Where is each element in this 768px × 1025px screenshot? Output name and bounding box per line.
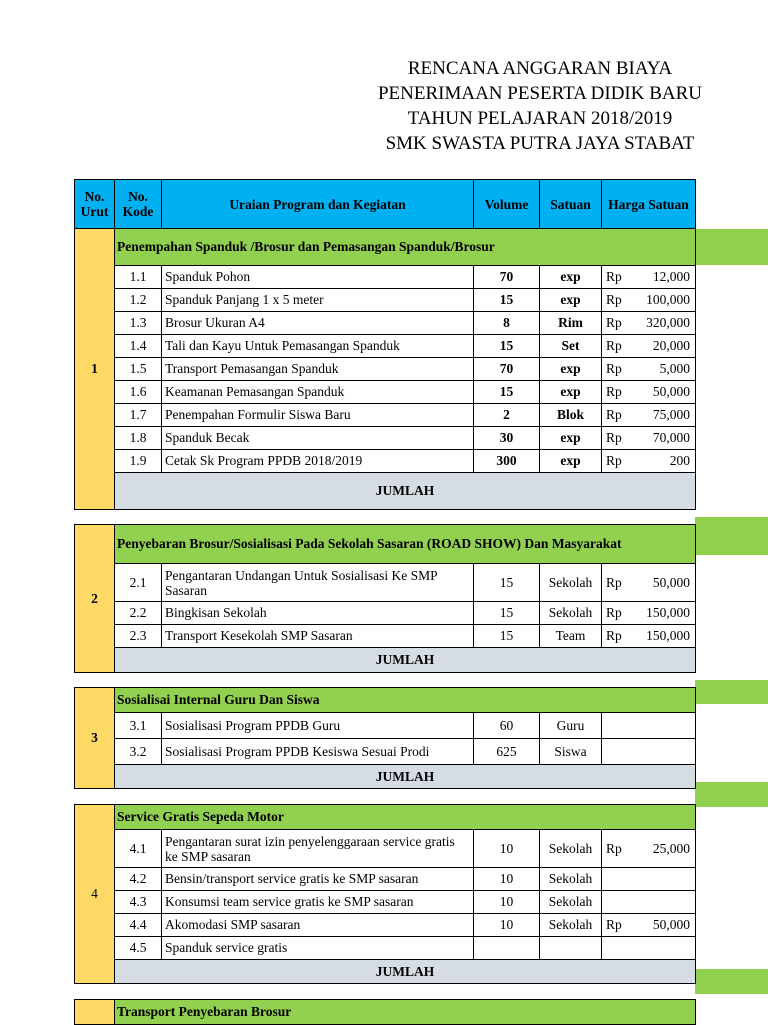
item-row — [75, 335, 696, 358]
jumlah-label: JUMLAH — [115, 648, 696, 673]
jumlah-label: JUMLAH — [115, 473, 696, 510]
price-value: 50,000 — [652, 384, 690, 399]
price-value: 50,000 — [652, 917, 690, 932]
price-value: 75,000 — [652, 407, 690, 422]
title-line-2: PENERIMAAN PESERTA DIDIK BARU — [377, 83, 703, 104]
item-volume: 15 — [474, 381, 540, 404]
item-volume: 10 — [474, 868, 540, 891]
price-value: 70,000 — [652, 430, 690, 445]
group-title: Transport Penyebaran Brosur — [115, 1000, 696, 1025]
item-description: Transport Kesekolah SMP Sasaran — [162, 625, 474, 648]
item-unit: exp — [540, 289, 602, 312]
item-unit: Team — [540, 625, 602, 648]
currency-label: Rp — [606, 574, 622, 590]
item-volume: 30 — [474, 427, 540, 450]
item-description: Konsumsi team service gratis ke SMP sasaran — [162, 891, 474, 914]
item-price — [602, 937, 696, 960]
item-description: Akomodasi SMP sasaran — [162, 914, 474, 937]
item-code: 1.2 — [115, 289, 162, 312]
item-code: 4.4 — [115, 914, 162, 937]
item-row — [75, 564, 696, 602]
item-unit: Sekolah — [540, 830, 602, 868]
title-line-1: RENCANA ANGGARAN BIAYA — [407, 58, 673, 79]
item-unit: Sekolah — [540, 602, 602, 625]
item-price — [602, 602, 696, 625]
price-value: 200 — [669, 453, 690, 468]
group-number — [75, 1000, 115, 1025]
budget-table — [74, 179, 696, 1025]
currency-label: Rp — [606, 338, 622, 353]
price-value: 100,000 — [646, 292, 690, 307]
group-4-title-extension — [695, 782, 768, 807]
item-price — [602, 289, 696, 312]
spacer-row — [75, 789, 696, 805]
item-price — [602, 868, 696, 891]
col-header-uraian: Uraian Program dan Kegiatan — [162, 180, 474, 229]
jumlah-row — [75, 648, 696, 673]
item-description: Spanduk service gratis — [162, 937, 474, 960]
item-volume: 8 — [474, 312, 540, 335]
item-row — [75, 830, 696, 868]
price-value: 150,000 — [646, 628, 690, 643]
group-title: Penyebaran Brosur/Sosialisasi Pada Sekolah Sasaran (ROAD SHOW) Dan Masyarakat — [115, 525, 696, 564]
col-header-harga-satuan: Harga Satuan — [602, 180, 696, 229]
col-header-no-urut: No. Urut — [75, 180, 115, 229]
item-price — [602, 914, 696, 937]
price-value: 320,000 — [646, 315, 690, 330]
item-unit: exp — [540, 381, 602, 404]
item-code: 1.3 — [115, 312, 162, 335]
table-body — [75, 229, 696, 1025]
group-title: Sosialisai Internal Guru Dan Siswa — [115, 688, 696, 713]
item-price — [602, 358, 696, 381]
jumlah-row — [75, 473, 696, 510]
item-code: 1.7 — [115, 404, 162, 427]
spacer-row — [75, 673, 696, 688]
item-unit: exp — [540, 266, 602, 289]
item-price — [602, 891, 696, 914]
currency-label: Rp — [606, 292, 622, 307]
item-row — [75, 358, 696, 381]
jumlah-label: JUMLAH — [115, 960, 696, 984]
item-volume: 70 — [474, 358, 540, 381]
item-volume: 10 — [474, 891, 540, 914]
item-row — [75, 625, 696, 648]
item-price — [602, 739, 696, 765]
item-code: 2.2 — [115, 602, 162, 625]
item-description: Sosialisasi Program PPDB Guru — [162, 713, 474, 739]
group-1-title-extension — [695, 229, 768, 265]
item-row — [75, 427, 696, 450]
spacer-cell — [75, 789, 696, 805]
item-volume: 15 — [474, 602, 540, 625]
currency-label: Rp — [606, 605, 622, 620]
group-title-row — [75, 1000, 696, 1025]
spacer-cell — [75, 673, 696, 688]
item-description: Spanduk Becak — [162, 427, 474, 450]
item-code: 1.5 — [115, 358, 162, 381]
item-description: Spanduk Panjang 1 x 5 meter — [162, 289, 474, 312]
item-row — [75, 266, 696, 289]
item-code: 3.2 — [115, 739, 162, 765]
currency-label: Rp — [606, 384, 622, 399]
group-number: 2 — [75, 525, 115, 673]
group-number: 1 — [75, 229, 115, 510]
item-row — [75, 739, 696, 765]
document-title — [0, 56, 768, 156]
item-code: 1.6 — [115, 381, 162, 404]
item-price — [602, 564, 696, 602]
item-row — [75, 312, 696, 335]
item-unit: Set — [540, 335, 602, 358]
group-5-title-extension — [695, 969, 768, 994]
item-unit: Sekolah — [540, 564, 602, 602]
item-unit — [540, 937, 602, 960]
item-code: 4.3 — [115, 891, 162, 914]
title-line-3: TAHUN PELAJARAN 2018/2019 — [407, 108, 673, 129]
col-header-no-kode: No. Kode — [115, 180, 162, 229]
currency-label: Rp — [606, 840, 622, 856]
item-description: Spanduk Pohon — [162, 266, 474, 289]
item-unit: Sekolah — [540, 891, 602, 914]
group-2-title-extension — [695, 517, 768, 555]
group-number: 3 — [75, 688, 115, 789]
jumlah-row — [75, 765, 696, 789]
item-description: Pengantaran Undangan Untuk Sosialisasi Ke SMP Sasaran — [162, 564, 474, 602]
item-price — [602, 450, 696, 473]
price-value: 12,000 — [652, 269, 690, 284]
price-value: 25,000 — [652, 840, 690, 856]
item-row — [75, 713, 696, 739]
item-description: Bensin/transport service gratis ke SMP sasaran — [162, 868, 474, 891]
currency-label: Rp — [606, 430, 622, 445]
group-title-row — [75, 805, 696, 830]
group-3-title-extension — [695, 680, 768, 704]
item-description: Penempahan Formulir Siswa Baru — [162, 404, 474, 427]
title-line-4: SMK SWASTA PUTRA JAYA STABAT — [385, 133, 695, 154]
item-volume: 70 — [474, 266, 540, 289]
currency-label: Rp — [606, 628, 622, 643]
item-row — [75, 381, 696, 404]
item-unit: Rim — [540, 312, 602, 335]
item-unit: exp — [540, 450, 602, 473]
item-price — [602, 381, 696, 404]
item-description: Bingkisan Sekolah — [162, 602, 474, 625]
item-code: 4.5 — [115, 937, 162, 960]
item-row — [75, 891, 696, 914]
item-unit: Guru — [540, 713, 602, 739]
item-volume: 15 — [474, 564, 540, 602]
item-code: 2.1 — [115, 564, 162, 602]
item-volume: 300 — [474, 450, 540, 473]
header-row — [75, 180, 696, 229]
item-price — [602, 266, 696, 289]
jumlah-row — [75, 960, 696, 984]
item-price — [602, 625, 696, 648]
item-volume: 10 — [474, 830, 540, 868]
item-row — [75, 404, 696, 427]
group-title-row — [75, 229, 696, 266]
item-code: 1.8 — [115, 427, 162, 450]
item-description: Tali dan Kayu Untuk Pemasangan Spanduk — [162, 335, 474, 358]
currency-label: Rp — [606, 917, 622, 932]
item-row — [75, 937, 696, 960]
item-description: Cetak Sk Program PPDB 2018/2019 — [162, 450, 474, 473]
group-title-row — [75, 688, 696, 713]
spacer-cell — [75, 984, 696, 1000]
item-volume: 15 — [474, 289, 540, 312]
item-code: 1.4 — [115, 335, 162, 358]
item-volume: 625 — [474, 739, 540, 765]
item-code: 1.1 — [115, 266, 162, 289]
item-description: Keamanan Pemasangan Spanduk — [162, 381, 474, 404]
currency-label: Rp — [606, 315, 622, 330]
item-unit: Blok — [540, 404, 602, 427]
col-header-satuan: Satuan — [540, 180, 602, 229]
item-price — [602, 830, 696, 868]
item-code: 3.1 — [115, 713, 162, 739]
item-volume: 2 — [474, 404, 540, 427]
group-number: 4 — [75, 805, 115, 984]
jumlah-label: JUMLAH — [115, 765, 696, 789]
item-description: Sosialisasi Program PPDB Kesiswa Sesuai Prodi — [162, 739, 474, 765]
item-volume: 15 — [474, 335, 540, 358]
group-title: Service Gratis Sepeda Motor — [115, 805, 696, 830]
item-description: Transport Pemasangan Spanduk — [162, 358, 474, 381]
currency-label: Rp — [606, 361, 622, 376]
spacer-row — [75, 984, 696, 1000]
item-code: 1.9 — [115, 450, 162, 473]
item-row — [75, 602, 696, 625]
item-unit: Sekolah — [540, 868, 602, 891]
price-value: 20,000 — [652, 338, 690, 353]
item-row — [75, 914, 696, 937]
item-price — [602, 312, 696, 335]
group-title: Penempahan Spanduk /Brosur dan Pemasangan Spanduk/Brosur — [115, 229, 696, 266]
item-price — [602, 713, 696, 739]
item-code: 4.2 — [115, 868, 162, 891]
item-unit: Sekolah — [540, 914, 602, 937]
spacer-row — [75, 510, 696, 525]
item-price — [602, 335, 696, 358]
item-code: 2.3 — [115, 625, 162, 648]
item-row — [75, 289, 696, 312]
item-row — [75, 868, 696, 891]
col-header-volume: Volume — [474, 180, 540, 229]
item-code: 4.1 — [115, 830, 162, 868]
item-description: Brosur Ukuran A4 — [162, 312, 474, 335]
currency-label: Rp — [606, 269, 622, 284]
item-row — [75, 450, 696, 473]
price-value: 150,000 — [646, 605, 690, 620]
item-volume: 15 — [474, 625, 540, 648]
item-volume: 60 — [474, 713, 540, 739]
item-unit: exp — [540, 427, 602, 450]
item-price — [602, 404, 696, 427]
price-value: 50,000 — [652, 574, 690, 590]
currency-label: Rp — [606, 453, 622, 468]
spacer-cell — [75, 510, 696, 525]
item-volume — [474, 937, 540, 960]
currency-label: Rp — [606, 407, 622, 422]
item-unit: exp — [540, 358, 602, 381]
price-value: 5,000 — [659, 361, 690, 376]
item-description: Pengantaran surat izin penyelenggaraan service gratis ke SMP sasaran — [162, 830, 474, 868]
item-unit: Siswa — [540, 739, 602, 765]
item-volume: 10 — [474, 914, 540, 937]
group-title-row — [75, 525, 696, 564]
item-price — [602, 427, 696, 450]
